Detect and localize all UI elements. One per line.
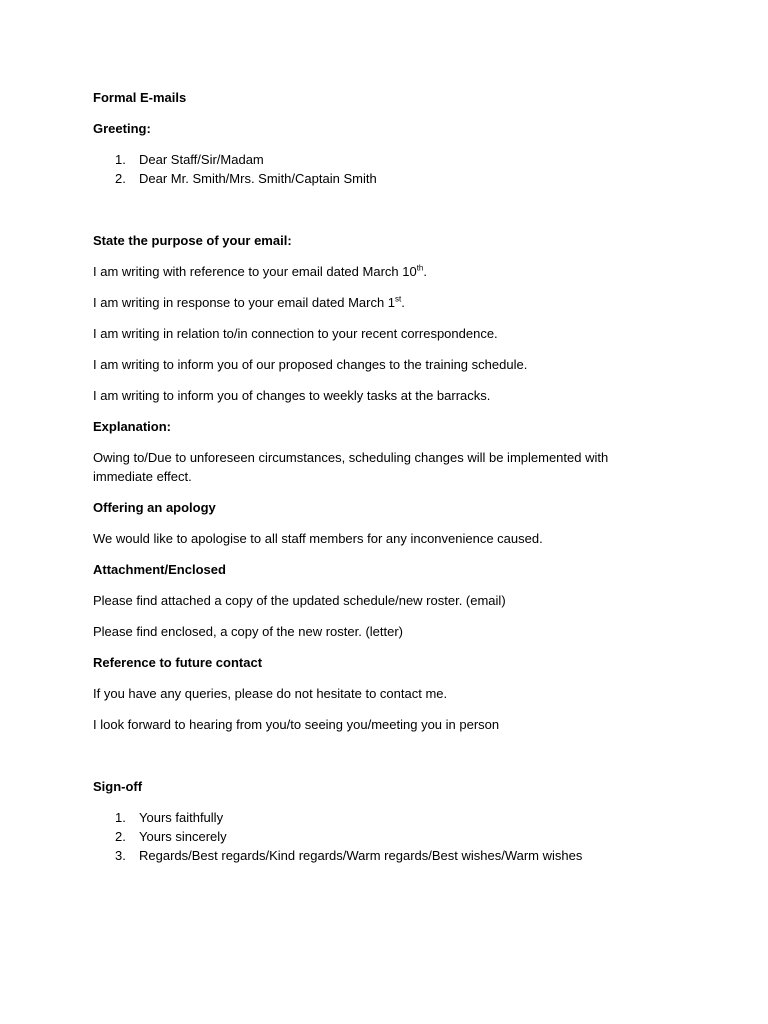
list-item-text: Dear Mr. Smith/Mrs. Smith/Captain Smith bbox=[139, 171, 377, 186]
blank-line bbox=[93, 200, 653, 231]
greeting-list bbox=[93, 150, 653, 188]
purpose-line-end: . bbox=[423, 264, 427, 279]
apology-heading: Offering an apology bbox=[93, 500, 216, 515]
ordinal-suffix: st bbox=[395, 294, 402, 304]
list-item bbox=[93, 169, 653, 188]
ordinal-suffix: th bbox=[416, 263, 424, 273]
list-number: 1. bbox=[115, 810, 126, 825]
future-contact-heading: Reference to future contact bbox=[93, 655, 263, 670]
attachment-line: Please find enclosed, a copy of the new roster. (letter) bbox=[93, 624, 404, 639]
list-number: 1. bbox=[115, 152, 126, 167]
purpose-line-end: . bbox=[401, 295, 405, 310]
explanation-text: Owing to/Due to unforeseen circumstances, scheduling changes will be implemented with immediate effect. bbox=[93, 450, 609, 484]
purpose-line bbox=[93, 293, 653, 312]
list-item bbox=[93, 827, 653, 846]
explanation-heading: Explanation: bbox=[93, 419, 172, 434]
future-contact-line: I look forward to hearing from you/to seeing you/meeting you in person bbox=[93, 717, 500, 732]
list-item-text: Yours faithfully bbox=[139, 810, 224, 825]
list-number: 3. bbox=[115, 848, 126, 863]
purpose-heading: State the purpose of your email: bbox=[93, 233, 292, 248]
apology-text: We would like to apologise to all staff members for any inconvenience caused. bbox=[93, 531, 543, 546]
signoff-heading: Sign-off bbox=[93, 779, 143, 794]
purpose-line: I am writing to inform you of our proposed changes to the training schedule. bbox=[93, 357, 528, 372]
attachment-line: Please find attached a copy of the updated schedule/new roster. (email) bbox=[93, 593, 506, 608]
document-title: Formal E-mails bbox=[93, 90, 187, 105]
list-number: 2. bbox=[115, 829, 126, 844]
signoff-list bbox=[93, 808, 653, 865]
purpose-line bbox=[93, 262, 653, 281]
list-item bbox=[93, 808, 653, 827]
purpose-line-text: I am writing in response to your email dated March 1 bbox=[93, 295, 396, 310]
purpose-line: I am writing to inform you of changes to weekly tasks at the barracks. bbox=[93, 388, 491, 403]
purpose-line: I am writing in relation to/in connection to your recent correspondence. bbox=[93, 326, 498, 341]
list-number: 2. bbox=[115, 171, 126, 186]
list-item-text: Yours sincerely bbox=[139, 829, 227, 844]
list-item-text: Dear Staff/Sir/Madam bbox=[139, 152, 264, 167]
future-contact-line: If you have any queries, please do not hesitate to contact me. bbox=[93, 686, 448, 701]
list-item bbox=[93, 150, 653, 169]
attachment-heading: Attachment/Enclosed bbox=[93, 562, 226, 577]
purpose-line-text: I am writing with reference to your email dated March 10 bbox=[93, 264, 417, 279]
list-item bbox=[93, 846, 653, 865]
document-body bbox=[93, 88, 653, 877]
blank-line bbox=[93, 746, 653, 777]
greeting-heading: Greeting: bbox=[93, 121, 151, 136]
list-item-text: Regards/Best regards/Kind regards/Warm regards/Best wishes/Warm wishes bbox=[139, 848, 583, 863]
